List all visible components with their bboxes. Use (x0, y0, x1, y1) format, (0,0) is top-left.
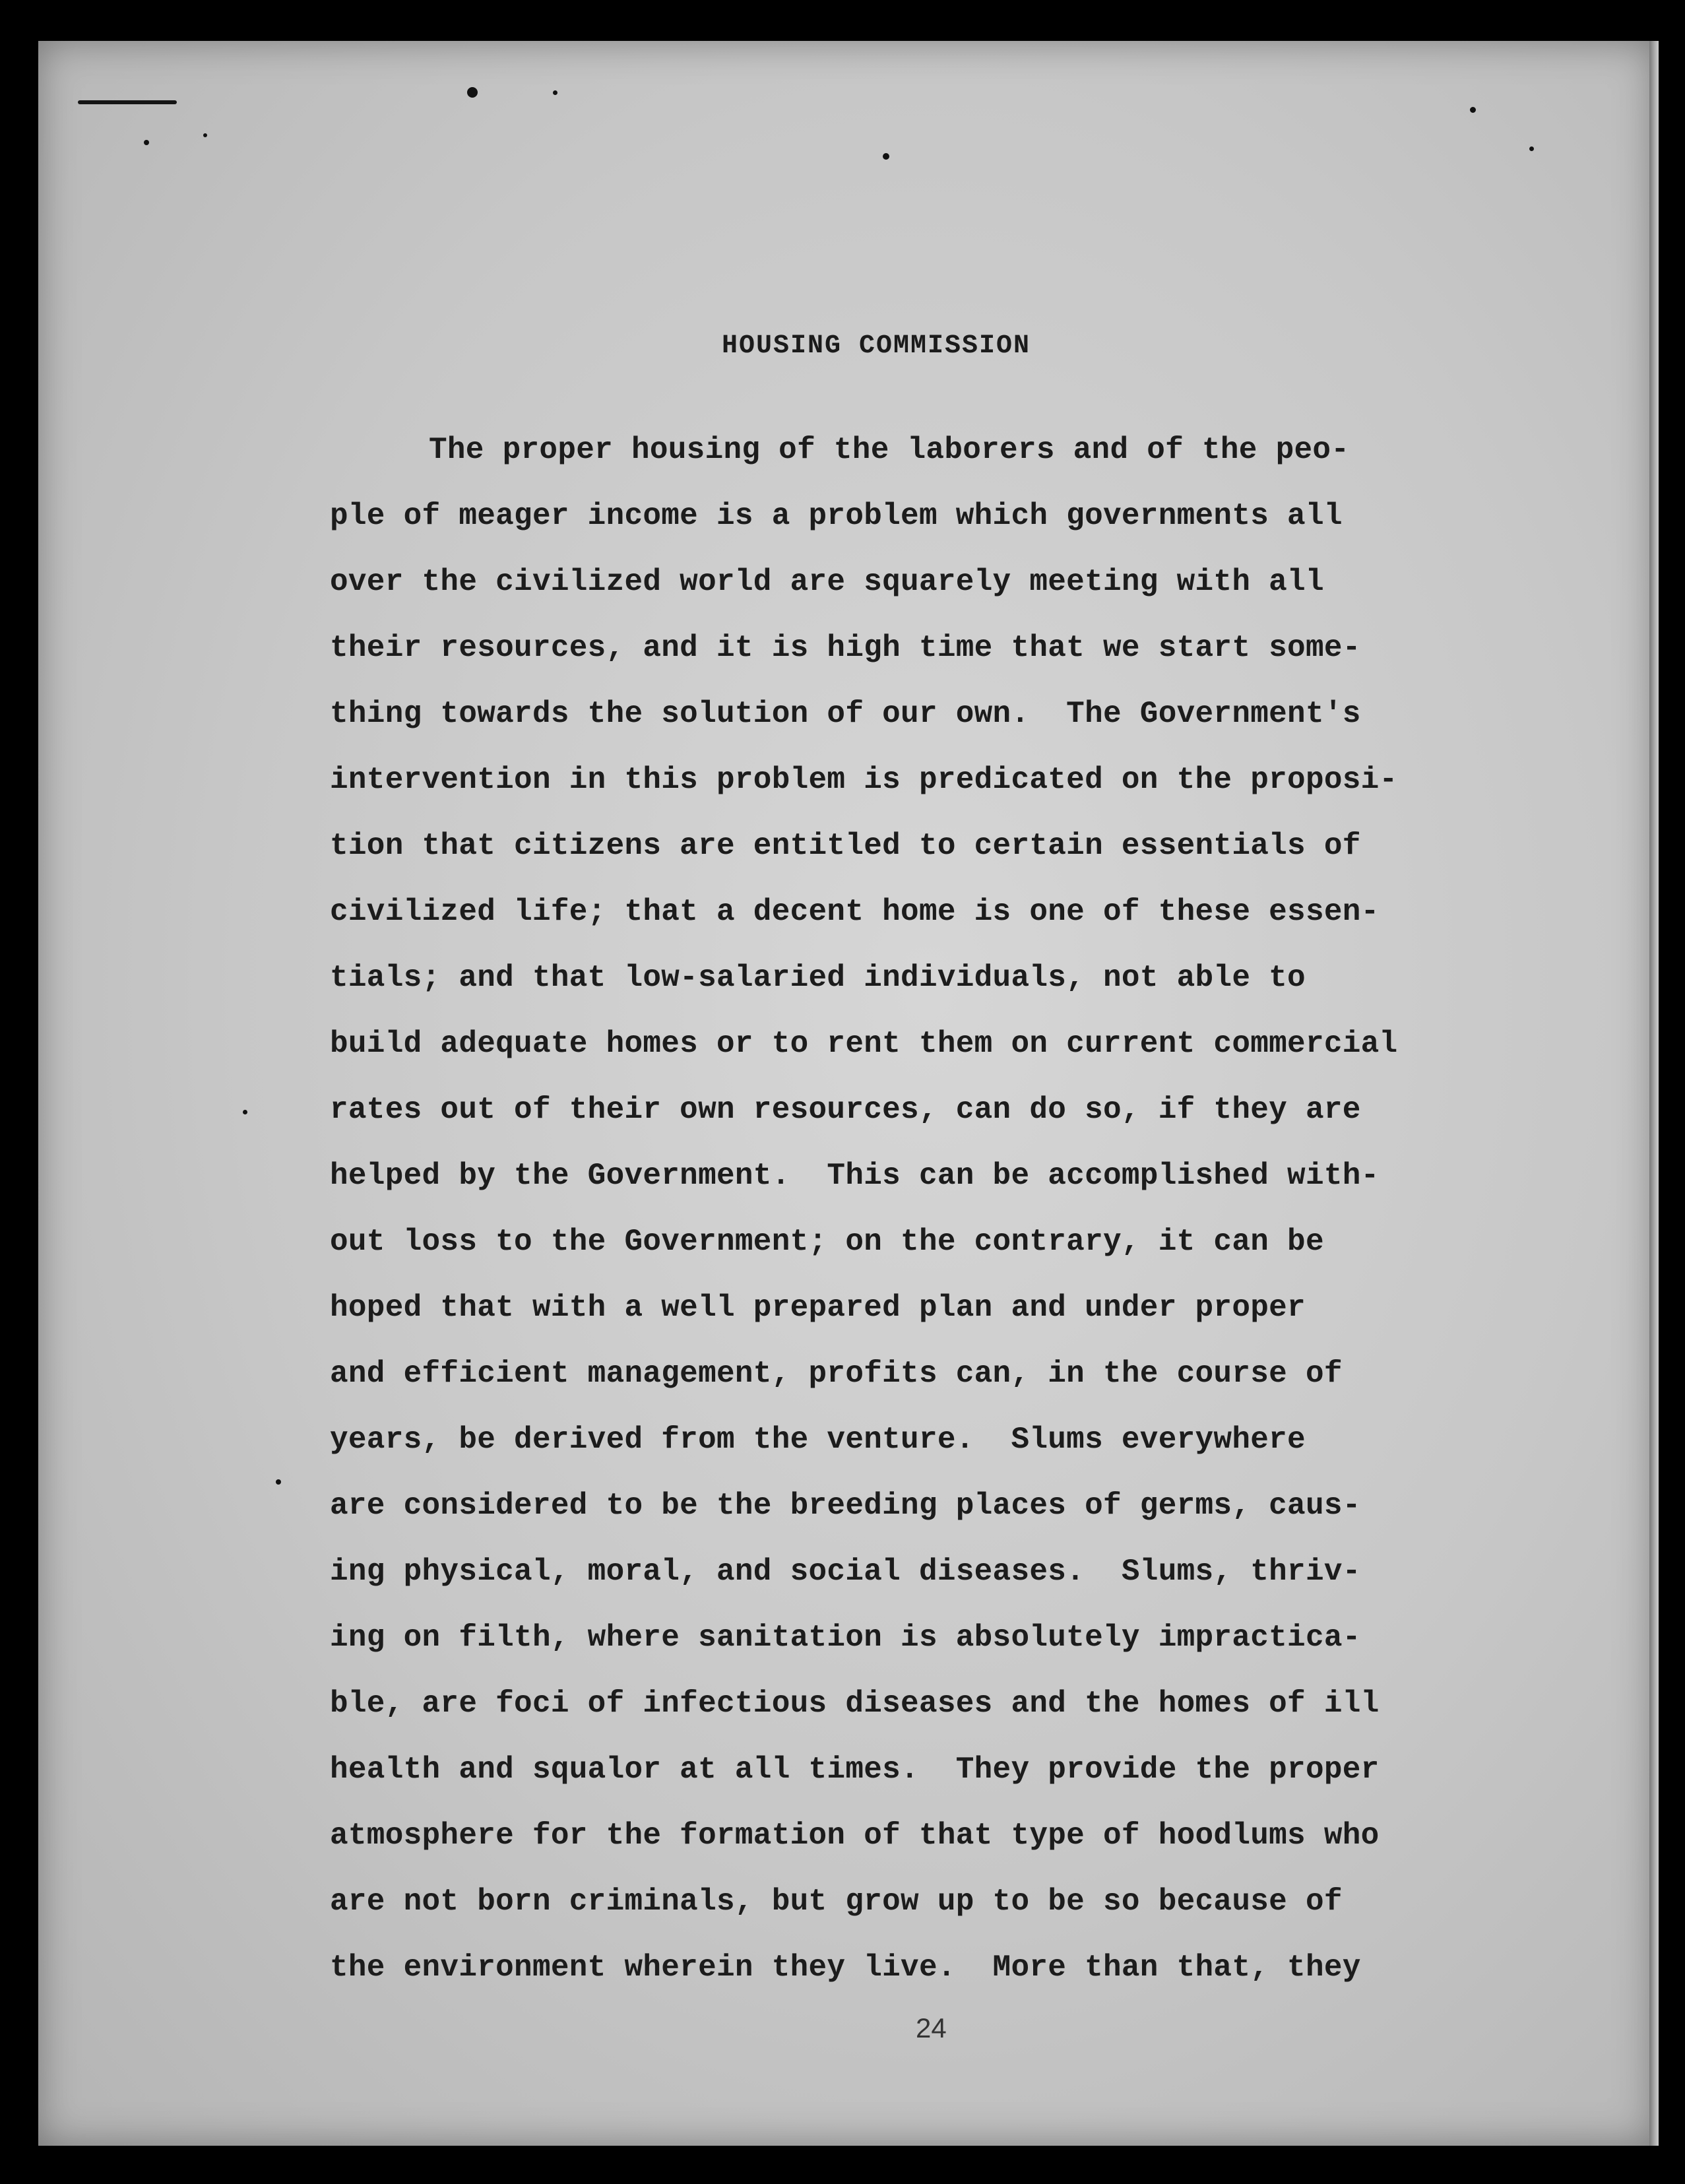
page-number: 24 (916, 2012, 947, 2043)
text-line: out loss to the Government; on the contrary, it can be (330, 1225, 1324, 1259)
text-line: hoped that with a well prepared plan and under proper (330, 1291, 1306, 1325)
scan-speck (243, 1110, 247, 1114)
scan-speck (1529, 146, 1534, 151)
text-line: their resources, and it is high time that we start some- (330, 631, 1361, 665)
text-line: ing on filth, where sanitation is absolutely impractica- (330, 1621, 1361, 1655)
document-body (330, 417, 1491, 2001)
document-title: HOUSING COMMISSION (721, 331, 1031, 361)
scan-speck (553, 90, 557, 95)
scan-speck (883, 153, 889, 160)
text-line: atmosphere for the formation of that type of hoodlums who (330, 1818, 1380, 1853)
text-line: the environment wherein they live. More than that, they (330, 1950, 1361, 1985)
text-line: build adequate homes or to rent them on current commercial (330, 1027, 1398, 1061)
text-line: rates out of their own resources, can do so, if they are (330, 1093, 1361, 1127)
text-line: helped by the Government. This can be accomplished with- (330, 1159, 1380, 1193)
text-line: health and squalor at all times. They provide the proper (330, 1752, 1380, 1787)
scan-scratch-mark (78, 100, 177, 104)
text-line: ble, are foci of infectious diseases and the homes of ill (330, 1686, 1380, 1721)
text-line: ple of meager income is a problem which governments all (330, 499, 1343, 533)
text-line: over the civilized world are squarely meeting with all (330, 565, 1324, 599)
text-line: years, be derived from the venture. Slums everywhere (330, 1423, 1306, 1457)
scan-speck (144, 140, 149, 145)
scan-speck (203, 133, 207, 137)
text-line: and efficient management, profits can, in the course of (330, 1357, 1343, 1391)
scan-speck (1470, 107, 1476, 113)
text-line: civilized life; that a decent home is one of these essen- (330, 895, 1380, 929)
page-edge (1649, 41, 1659, 2146)
text-line: are considered to be the breeding places of germs, caus- (330, 1489, 1361, 1523)
text-line: ing physical, moral, and social diseases. Slums, thriv- (330, 1555, 1361, 1589)
text-line: The proper housing of the laborers and of the peo- (429, 433, 1350, 467)
scan-speck (276, 1479, 281, 1485)
text-line: thing towards the solution of our own. The Government's (330, 697, 1361, 731)
text-line: tials; and that low-salaried individuals, not able to (330, 961, 1306, 995)
scan-speck (467, 87, 478, 98)
text-line: are not born criminals, but grow up to be so because of (330, 1884, 1343, 1919)
text-line: tion that citizens are entitled to certain essentials of (330, 829, 1361, 863)
text-line: intervention in this problem is predicated on the proposi- (330, 763, 1398, 797)
